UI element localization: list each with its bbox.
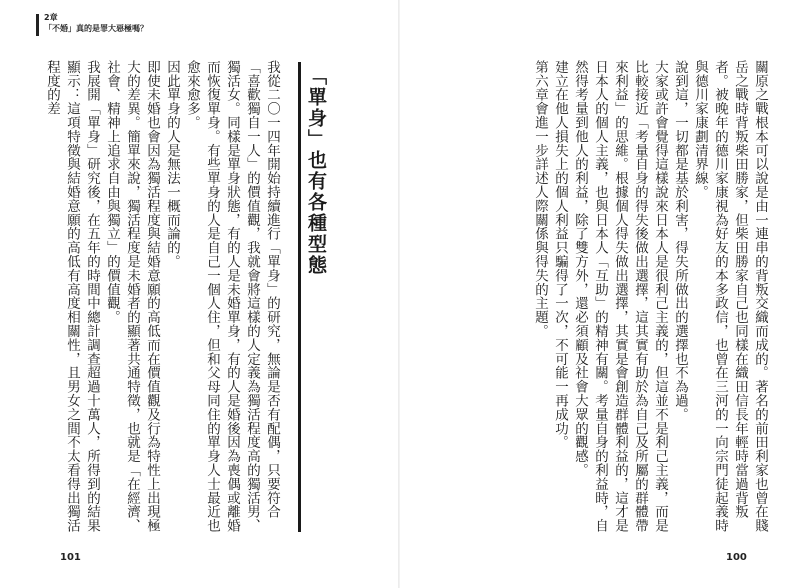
paragraph: 第六章會進一步詳述人際關係與得失的主題。 — [532, 60, 548, 338]
page-gutter — [398, 0, 400, 588]
paragraph: 說到這，一切都是基於利害，得失所做出的選擇也不為過。 — [672, 60, 688, 422]
paragraph: 我展開「單身」研究後，在五年的時間中總計調查超過十萬人，所得到的結果顯示：這項特徵與結婚意願的高低有高度相關性，且男女之間不太看得出獨活程度的差 — [44, 60, 100, 533]
running-head — [44, 12, 148, 34]
heading-bar — [298, 62, 301, 532]
section-heading-text: 「單身」也有各種型態 — [305, 66, 327, 276]
running-head-rule — [36, 14, 39, 36]
left-page-body — [44, 60, 282, 535]
page-number-right: 100 — [726, 552, 747, 563]
chapter-label: 2章 — [44, 13, 58, 22]
paragraph: 建立在他人損失上的個人利益只騙得了一次，不可能一再成功。 — [552, 60, 568, 450]
section-heading — [298, 62, 334, 532]
right-page-body — [532, 60, 770, 535]
paragraph: 我從二〇一四年開始持續進行「單身」的研究，無論是否有配偶，只要符合「喜歡獨自一人」的價值觀，我就會將這樣的人定義為獨活程度高的獨活男、獨活女。同樣是單身狀態，有的人是未婚單身，有的人是婚後因為喪偶或離婚而恢復單身。有些單身的人是自己一個人住，但和父母同住的單身人士最近也愈來愈多。 — [184, 60, 280, 533]
paragraph: 因此單身的人是無法一概而論的。 — [164, 60, 180, 269]
paragraph: 即使未婚也會因為獨活程度與結婚意願的高低而在價值觀及行為特性上出現極大的差異。簡單來說，獨活程度是未婚者的顯著共通特徵，也就是「在經濟、社會、精神上追求自由與獨立」的價值觀。 — [104, 60, 160, 533]
chapter-subtitle: 「不婚」真的是罪大惡極嗎？ — [44, 24, 148, 33]
page-number-left: 101 — [60, 552, 81, 563]
paragraph: 關原之戰根本可以說是由一連串的背叛交織而成的。著名的前田利家也曾在賤岳之戰時背叛柴田勝家，但柴田勝家自己也同樣在織田信長年輕時當過背叛者。被晚年的德川家康視為好友的本多政信，也曾在三河的一向宗門徒起義時與德川家康劃清界線。 — [692, 60, 768, 533]
paragraph: 大家或許會覺得這樣說來日本人是很利己主義的，但這並不是利己主義，而是比較接近「考量自身的得失後做出選擇，這其實有助於為自己及所屬的群體帶來利益」的思維。根據個人得失做出選擇，其實是會創造群體利益的，這才是日本人的個人主義，也與日本人「互助」的精神有關。考量自身的利益時，自然得考量到他人的利益，除了雙方外，還必須顧及社會大眾的觀感。 — [572, 60, 668, 533]
